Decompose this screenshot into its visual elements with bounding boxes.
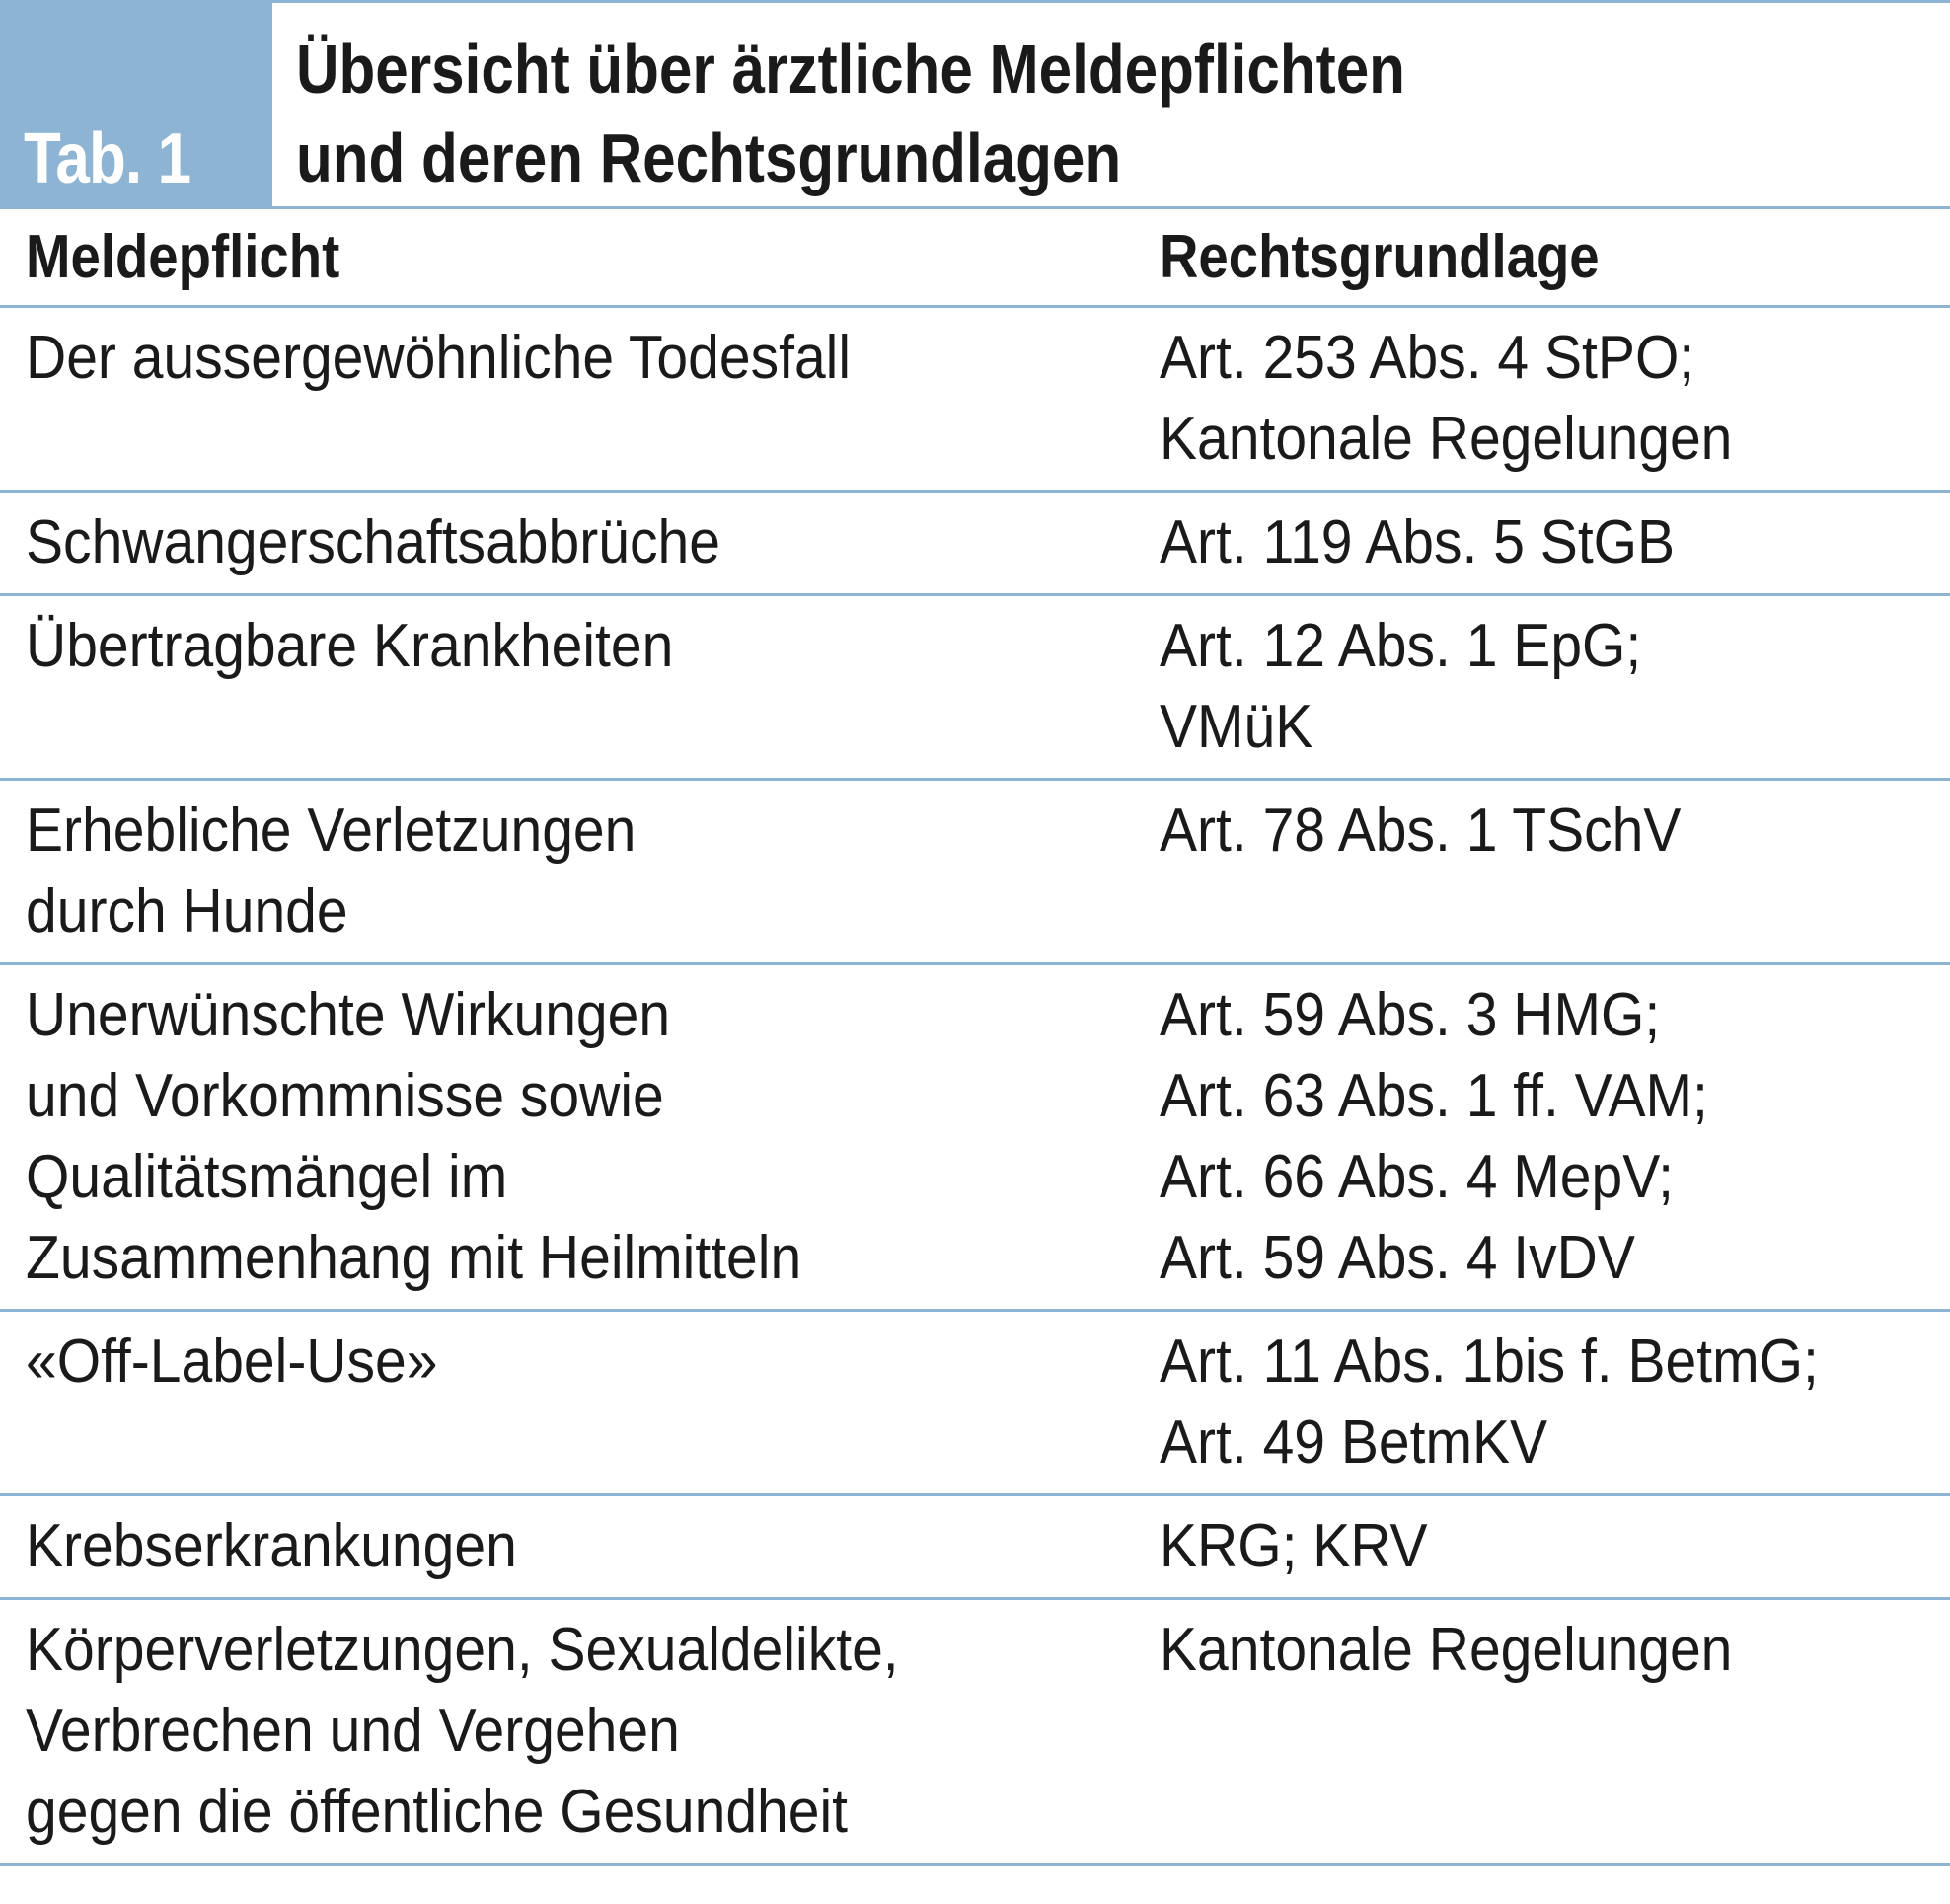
cell-meldepflicht xyxy=(26,791,689,952)
table-title xyxy=(296,25,1405,202)
cell-rechtsgrundlage xyxy=(1160,1506,1451,1587)
column-header-rechtsgrundlage: Rechtsgrundlage xyxy=(1160,223,1600,291)
table xyxy=(0,209,1950,1866)
cell-line: Unerwünschte Wirkungen xyxy=(26,981,671,1049)
cell-line: Kantonale Regelungen xyxy=(1160,1616,1733,1684)
table-row xyxy=(0,308,1950,493)
tab-label: Tab. 1 xyxy=(24,119,191,198)
cell-rechtsgrundlage xyxy=(1160,502,1719,583)
table-row xyxy=(0,965,1950,1312)
cell-line: durch Hunde xyxy=(26,877,348,946)
cell-rechtsgrundlage xyxy=(1160,791,1726,872)
table-row xyxy=(0,1600,1950,1866)
cell-line: Übertragbare Krankheiten xyxy=(26,612,674,680)
cell-line: Art. 119 Abs. 5 StGB xyxy=(1160,508,1676,576)
cell-line: Art. 63 Abs. 1 ff. VAM; xyxy=(1160,1062,1708,1130)
table-row xyxy=(0,781,1950,965)
cell-line: Art. 59 Abs. 4 IvDV xyxy=(1160,1224,1635,1292)
cell-line: Art. 11 Abs. 1bis f. BetmG; xyxy=(1160,1328,1819,1396)
table-row xyxy=(0,493,1950,596)
cell-line: Der aussergewöhnliche Todesfall xyxy=(26,324,852,392)
cell-line: Körperverletzungen, Sexualdelikte, xyxy=(26,1616,899,1684)
table-row xyxy=(0,596,1950,781)
cell-meldepflicht xyxy=(26,606,729,687)
cell-line: VMüK xyxy=(1160,693,1313,761)
title-line: Übersicht über ärztliche Meldepflichten xyxy=(296,31,1405,108)
cell-line: Erhebliche Verletzungen xyxy=(26,797,637,865)
cell-line: Art. 78 Abs. 1 TSchV xyxy=(1160,797,1682,865)
cell-line: «Off-Label-Use» xyxy=(26,1328,438,1396)
table-body xyxy=(0,308,1950,1866)
cell-line: Qualitätsmängel im xyxy=(26,1143,508,1211)
cell-line: und Vorkommnisse sowie xyxy=(26,1062,664,1130)
table-header-row xyxy=(0,209,1950,308)
cell-rechtsgrundlage xyxy=(1160,318,1782,480)
cell-meldepflicht xyxy=(26,1506,560,1587)
cell-line: Art. 12 Abs. 1 EpG; xyxy=(1160,612,1642,680)
cell-line: gegen die öffentliche Gesundheit xyxy=(26,1778,849,1846)
table-header xyxy=(0,0,1950,209)
cell-line: Art. 66 Abs. 4 MepV; xyxy=(1160,1143,1675,1211)
cell-rechtsgrundlage xyxy=(1160,975,1756,1299)
cell-line: Krebserkrankungen xyxy=(26,1512,517,1580)
cell-line: Art. 49 BetmKV xyxy=(1160,1409,1548,1477)
cell-meldepflicht xyxy=(26,1322,474,1403)
cell-meldepflicht xyxy=(26,318,923,399)
cell-line: KRG; KRV xyxy=(1160,1512,1428,1580)
cell-rechtsgrundlage xyxy=(1160,1610,1782,1691)
cell-line: Kantonale Regelungen xyxy=(1160,405,1733,473)
cell-line: Verbrechen und Vergehen xyxy=(26,1697,680,1765)
tab-label-box xyxy=(0,3,272,206)
cell-line: Zusammenhang mit Heilmitteln xyxy=(26,1224,802,1292)
cell-meldepflicht xyxy=(26,975,869,1299)
column-header-meldepflicht: Meldepflicht xyxy=(26,223,340,291)
cell-rechtsgrundlage xyxy=(1160,1322,1876,1484)
title-line: und deren Rechtsgrundlagen xyxy=(296,119,1122,196)
cell-line: Art. 253 Abs. 4 StPO; xyxy=(1160,324,1695,392)
cell-line: Art. 59 Abs. 3 HMG; xyxy=(1160,981,1661,1049)
table-row xyxy=(0,1312,1950,1496)
cell-meldepflicht xyxy=(26,1610,975,1853)
cell-meldepflicht xyxy=(26,502,781,583)
cell-rechtsgrundlage xyxy=(1160,606,1684,768)
cell-line: Schwangerschaftsabbrüche xyxy=(26,508,720,576)
table-row xyxy=(0,1496,1950,1600)
